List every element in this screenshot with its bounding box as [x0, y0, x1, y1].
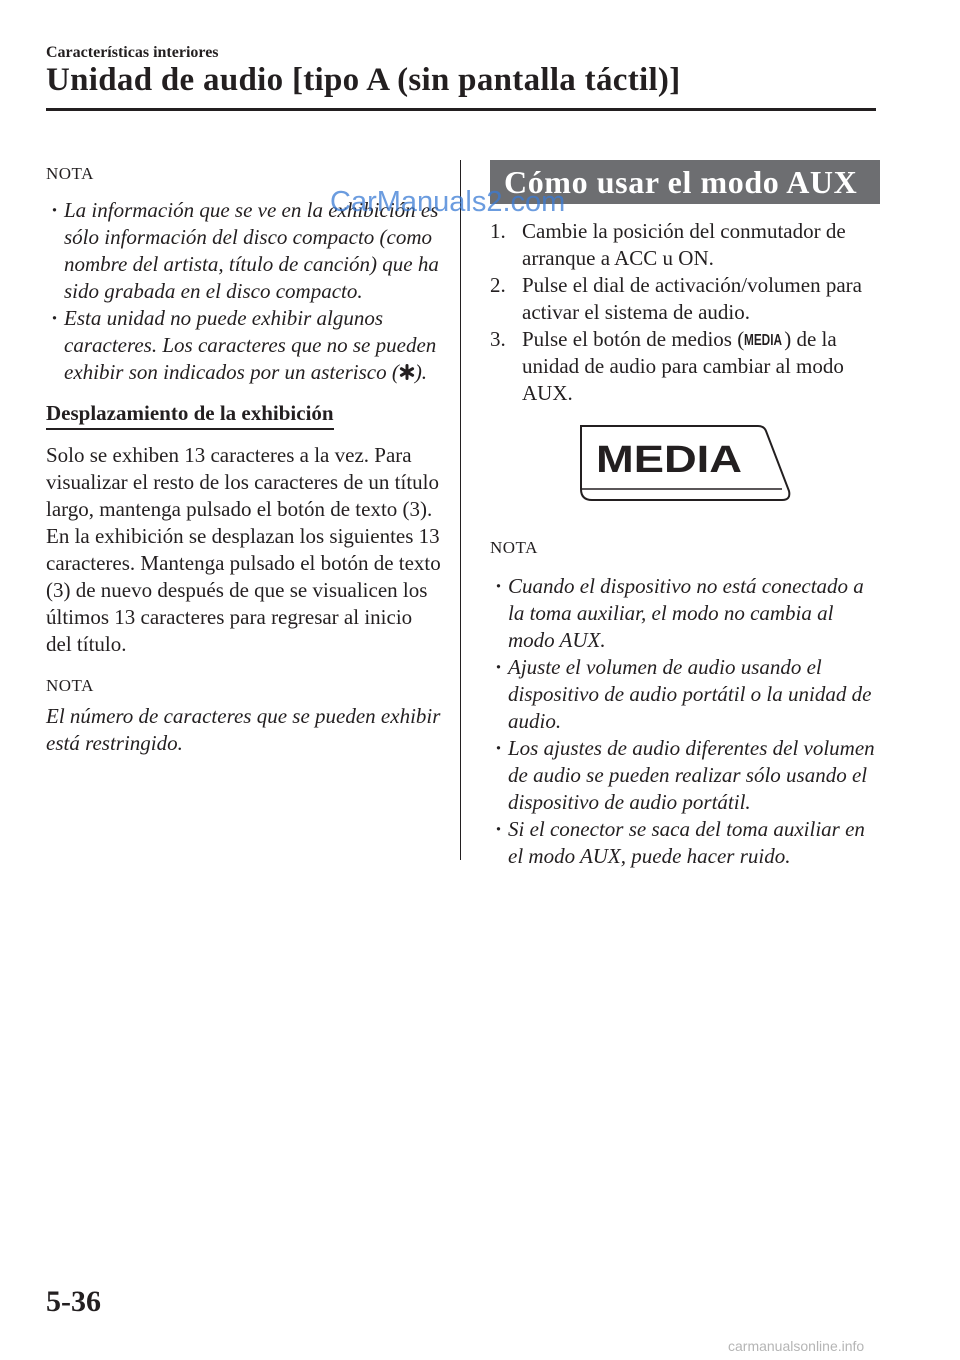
- section-banner: Cómo usar el modo AUX: [490, 160, 880, 204]
- note-item: · Si el conector se saca del toma auxiliar en el modo AUX, puede hacer ruido.: [490, 816, 880, 870]
- footer-watermark: carmanualsonline.info: [728, 1338, 865, 1354]
- note-item: · Los ajustes de audio diferentes del volumen de audio se pueden realizar sólo usando el dispositivo de audio portátil.: [490, 735, 880, 816]
- step-text: Pulse el dial de activación/volumen para activar el sistema de audio.: [522, 273, 862, 324]
- nota-label-3: NOTA: [490, 538, 538, 557]
- step-item: [490, 218, 880, 272]
- note-item-asterisk: [46, 305, 441, 386]
- step-number: 3.: [490, 327, 506, 351]
- left-column: [46, 160, 441, 757]
- chapter-title: Unidad de audio [tipo A (sin pantalla táctil)]: [46, 62, 681, 98]
- note-list-right: [490, 573, 880, 870]
- column-divider: [460, 160, 461, 860]
- body-paragraph: Solo se exhiben 13 caracteres a la vez. Para visualizar el resto de los caracteres de un título largo, mantenga pulsado el botón de texto (3). En la exhibición se desplazan los siguientes 13 caracteres. Mantenga pulsado el botón de texto (3) de nuevo después de que se visualicen los últimos 13 caracteres para regresar al inicio del título.: [46, 443, 441, 656]
- note-item: · Cuando el dispositivo no está conectado a la toma auxiliar, el modo no cambia al modo AUX.: [490, 573, 880, 654]
- watermark-logo: CarManuals2.com: [330, 186, 566, 218]
- section-label: Características interiores: [46, 44, 219, 61]
- subheading: Desplazamiento de la exhibición: [46, 400, 334, 430]
- asterisk-icon: [399, 364, 415, 380]
- note-item: · Ajuste el volumen de audio usando el dispositivo de audio portátil o la unidad de audio.: [490, 654, 880, 735]
- step-item: [490, 272, 880, 326]
- nota-label: NOTA: [46, 164, 94, 183]
- note-list: [46, 197, 441, 386]
- step-text-before: Pulse el botón de medios (: [522, 327, 745, 351]
- step-number: 1.: [490, 219, 506, 243]
- step-item: [490, 326, 880, 407]
- step-number: 2.: [490, 273, 506, 297]
- right-column: [490, 160, 880, 870]
- step-text: Cambie la posición del conmutador de arranque a ACC u ON.: [522, 219, 846, 270]
- note-text: Esta unidad no puede exhibir algunos caracteres. Los caracteres que no se pueden exhibir son indicados por un asterisco (: [64, 306, 437, 384]
- header-rule: [46, 108, 876, 111]
- media-inline-label: MEDIA: [744, 332, 783, 349]
- media-button-illustration: [578, 423, 792, 503]
- step-text-after: ) de la unidad de audio para cambiar al modo AUX.: [522, 327, 844, 405]
- note-text-tail: ).: [414, 360, 428, 384]
- media-button-icon: [744, 330, 784, 348]
- note-item: · La información que se ve en la exhibición es sólo información del disco compacto (como nombre del artista, título de canción) que ha sido grabada en el disco compacto.: [46, 197, 441, 305]
- steps-list: [490, 218, 880, 407]
- nota-label-2: NOTA: [46, 676, 94, 695]
- page-number: 5-36: [46, 1285, 101, 1318]
- media-button-label: MEDIA: [596, 439, 742, 481]
- nota-text: El número de caracteres que se pueden exhibir está restringido.: [46, 704, 441, 755]
